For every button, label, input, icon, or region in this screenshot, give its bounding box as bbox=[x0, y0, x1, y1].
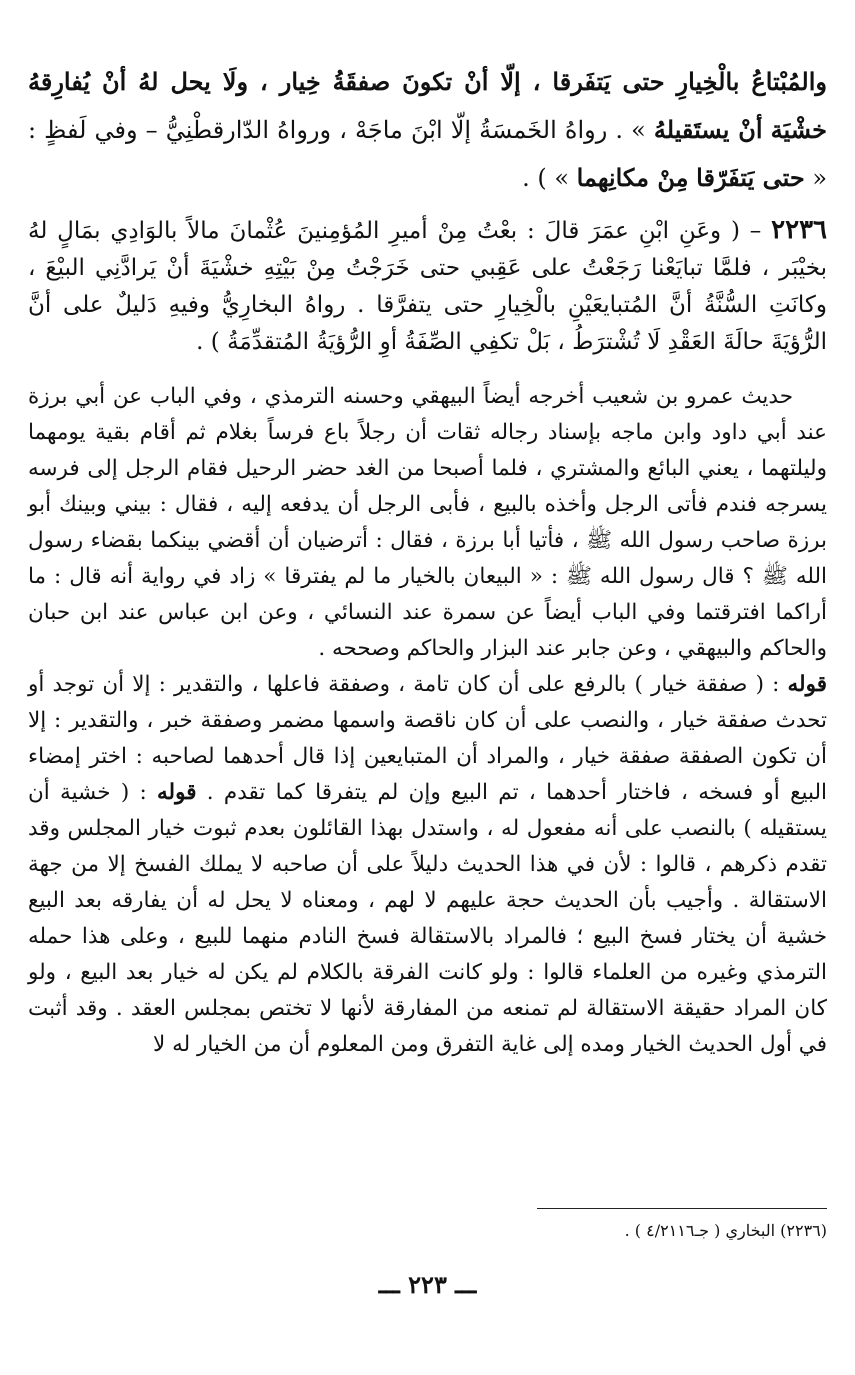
commentary-text-b: : ( خشية أن يستقيله ) بالنصب على أنه مفعول له ، واستدل بهذا القائلون بعدم ثبوت خيار المجلس وقد تقدم ذكرهم ، قالوا : لأن في هذا الحديث دليلاً على أن صاحبه لا يملك الفسخ إلا من جهة الاستقالة . وأجيب بأن الحديث حجة عليهم لا لهم ، ومعناه لا يحل له أن يفارقه بعد البيع خشية أن يختار فسخ البيع ؛ فالمراد بالاستقالة فسخ النادم منهما للبيع ، وعلى هذا حمله الترمذي وغيره من العلماء قالوا : ولو كانت الفرقة بالكلام لم يكن له خيار بعد البيع ، ولو كان المراد حقيقة الاستقالة لم تمنعه من المفارقة لأنها لا تختص بمجلس العقد . وقد أثبت في أول الحديث الخيار ومده إلى غاية التفرق ومن المعلوم أن من الخيار له لا bbox=[28, 780, 827, 1057]
hadith-variant-phrase-end: مِنْ مكانِهما bbox=[576, 163, 689, 192]
hadith-2235-ending bbox=[28, 58, 827, 202]
commentary-paragraph-1: حديث عمرو بن شعيب أخرجه أيضاً البيهقي وحسنه الترمذي ، وفي الباب عن أبي برزة عند أبي داود وابن ماجه بإسناد رجاله ثقات أن رجلاً باع فرساً بغلام ثم أقام بقية يومهما وليلتهما ، يعني البائع والمشتري ، فلما أصبحا من الغد حضر الرحيل فقام الرجل إلى فرسه يسرجه فندم فأتى الرجل وأخذه بالبيع ، فأبى الرجل أن يدفعه إليه ، فقال : بيني وبينك أبو برزة صاحب رسول الله ﷺ ، فأتيا أبا برزة ، فقال : أترضيان أن أقضي بينكما بقضاء رسول الله ﷺ ؟ قال رسول الله ﷺ : « البيعان بالخيار ما لم يفترقا » زاد في رواية أنه قال : ما أراكما افترقتما وفي الباب أيضاً عن سمرة عند النسائي ، وعن ابن عباس عند ابن حبان والحاكم والبيهقي ، وعن جابر عند البزار والحاكم وصححه . bbox=[28, 384, 827, 661]
hadith-narration-note: » . رواهُ الخَمسَةُ إلّا ابْنَ ماجَهْ ، ورواهُ الدّارقطْنِيُّ – وفي لَفظٍ : « bbox=[28, 116, 827, 192]
footnote: (٢٢٣٦) البخاري ( جـ٤/٢١١٦ ) . bbox=[624, 1221, 827, 1240]
hadith-variant-phrase: حتى يَتفَرّقا bbox=[696, 163, 805, 192]
hadith-text: – ( وعَنِ ابْنِ عمَرَ قالَ : بعْتُ مِنْ أميرِ المُؤمِنينَ عُثْمانَ مالاً بالوَادِي بمَالٍ لهُ بخيْبَر ، فلمَّا تبايَعْنا رَجَعْتُ على عَقِبي حتى خَرَجْتُ مِنْ بَيْتِهِ خشْيَةَ أنْ يَرادَّنِي البيْعَ ، وكانَتِ السُّنَّةُ أنَّ المُتبايعَيْنِ بالْخِيارِ حتى يتفرَّقا . رواهُ البخارِيُّ وفيهِ دَليلٌ على أنَّ الرُّؤيَةَ حالَةَ العَقْدِ لَا تُشْترَطُ ، بَلْ تكفِي الصِّفَةُ أوِ الرُّؤيَةُ المُتقدِّمَةُ ) . bbox=[28, 218, 827, 355]
commentary-text-a: : ( صفقة خيار ) بالرفع على أن كان تامة ، وصفقة فاعلها ، والتقدير : إلا أن توجد أو تحدث صفقة خيار ، والنصب على أن كان ناقصة واسمها مضمر وصفقة خبر ، والتقدير : إلا أن تكون الصفقة صفقة خيار ، والمراد أن المتبايعين إذا قال أحدهما لصاحبه : اختر إمضاء البيع أو فسخه ، فاختار أحدهما ، تم البيع وإن لم يتفرقا كما تقدم . bbox=[28, 672, 828, 805]
hadith-line-1: والمُبْتاعُ بالْخِيارِ حتى يَتفَرقا ، إلّا أنْ تكونَ صفقَةُ خِيار ، ولَا يحل لهُ أنْ يُفارِقهُ خشْيَة bbox=[28, 67, 827, 144]
footnote-divider bbox=[537, 1208, 827, 1209]
hadith-number: ٢٢٣٦ bbox=[771, 215, 827, 245]
keyword-qawluh: قوله bbox=[157, 780, 197, 805]
document-page bbox=[28, 58, 827, 1375]
hadith-closing: » ) . bbox=[522, 164, 577, 192]
commentary-paragraph-2 bbox=[28, 667, 827, 1063]
commentary bbox=[28, 379, 827, 1063]
page-number: ـــ ٢٢٣ ـــ bbox=[378, 1270, 477, 1299]
hadith-bold-phrase: أنْ يستَقيلهُ bbox=[653, 115, 763, 144]
keyword-qawluh: قوله bbox=[787, 672, 827, 697]
hadith-2236 bbox=[28, 212, 827, 361]
hadith-block bbox=[28, 58, 827, 361]
